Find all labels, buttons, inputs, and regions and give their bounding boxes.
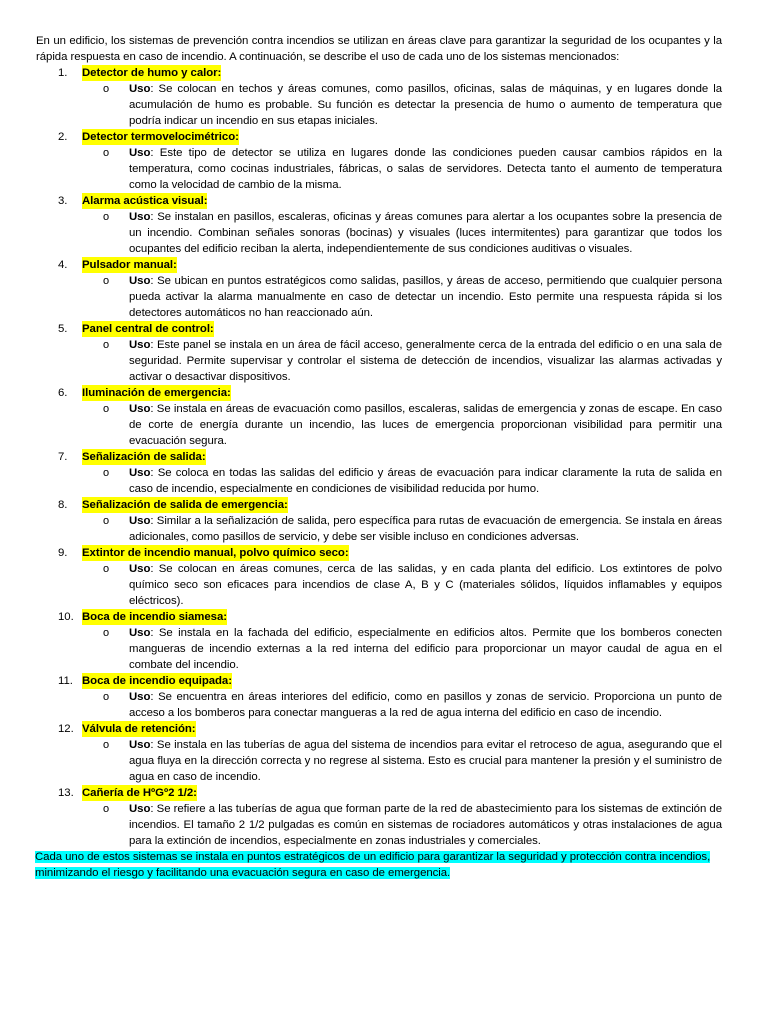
list-item	[36, 609, 722, 673]
list-item	[36, 321, 722, 385]
use-label: Uso	[129, 739, 151, 751]
bullet-icon: o	[103, 339, 110, 351]
item-title: Alarma acústica visual:	[82, 195, 208, 207]
use-label: Uso	[129, 403, 151, 415]
item-number: 5.	[58, 323, 68, 335]
item-title: Válvula de retención:	[82, 723, 196, 735]
list-item	[36, 545, 722, 609]
use-subitem	[103, 81, 722, 129]
item-heading	[36, 385, 722, 401]
fire-systems-list	[36, 65, 722, 849]
item-heading	[36, 673, 722, 689]
bullet-icon: o	[103, 803, 110, 815]
use-description	[129, 81, 722, 129]
list-item	[36, 65, 722, 129]
use-description	[129, 465, 722, 497]
use-label: Uso	[129, 627, 151, 639]
item-heading	[36, 321, 722, 337]
item-title: Señalización de salida:	[82, 451, 206, 463]
item-title: Iluminación de emergencia:	[82, 387, 231, 399]
item-heading	[36, 721, 722, 737]
item-title: Boca de incendio equipada:	[82, 675, 232, 687]
use-subitem	[103, 737, 722, 785]
use-description	[129, 801, 722, 849]
bullet-icon: o	[103, 563, 110, 575]
list-item	[36, 449, 722, 497]
item-heading	[36, 129, 722, 145]
item-number: 7.	[58, 451, 68, 463]
item-heading	[36, 257, 722, 273]
list-item	[36, 673, 722, 721]
bullet-icon: o	[103, 691, 110, 703]
use-label: Uso	[129, 563, 151, 575]
use-body: : Se ubican en puntos estratégicos como salidas, pasillos, y áreas de acceso, permitiendo que cualquier persona pueda activar la alarma manualmente en caso de detectar un incendio. Esto permite una respuesta rápida si los detectores automáticos no han reaccionado aún.	[129, 275, 722, 319]
use-description	[129, 625, 722, 673]
list-item	[36, 257, 722, 321]
use-label: Uso	[129, 339, 151, 351]
list-item	[36, 385, 722, 449]
use-body: : Similar a la señalización de salida, pero específica para rutas de evacuación de emergencia. Se instala en áreas adicionales, como pasillos de servicio, y debe ser visible incluso en condiciones adversas.	[129, 515, 722, 543]
item-number: 1.	[58, 67, 68, 79]
bullet-icon: o	[103, 627, 110, 639]
list-item	[36, 785, 722, 849]
use-subitem	[103, 801, 722, 849]
item-heading	[36, 545, 722, 561]
item-number: 10.	[58, 611, 74, 623]
item-number: 4.	[58, 259, 68, 271]
item-title: Señalización de salida de emergencia:	[82, 499, 288, 511]
use-subitem	[103, 513, 722, 545]
use-label: Uso	[129, 211, 151, 223]
item-number: 8.	[58, 499, 68, 511]
use-description	[129, 209, 722, 257]
item-title: Extintor de incendio manual, polvo químico seco:	[82, 547, 349, 559]
item-heading	[36, 785, 722, 801]
use-subitem	[103, 337, 722, 385]
bullet-icon: o	[103, 403, 110, 415]
use-subitem	[103, 145, 722, 193]
use-body: : Se instala en áreas de evacuación como pasillos, escaleras, salidas de emergencia y zonas de escape. En caso de corte de energía durante un incendio, las luces de emergencia proporcionan visibilidad para permitir una evacuación segura.	[129, 403, 722, 447]
use-subitem	[103, 273, 722, 321]
use-label: Uso	[129, 803, 151, 815]
item-heading	[36, 449, 722, 465]
use-description	[129, 689, 722, 721]
bullet-icon: o	[103, 275, 110, 287]
list-item	[36, 193, 722, 257]
use-body: : Se refiere a las tuberías de agua que forman parte de la red de abastecimiento para los sistemas de extinción de incendios. El tamaño 2 1/2 pulgadas es común en sistemas de rociadores automáticos y otras instalaciones de agua para la extinción de incendios, especialmente en zonas industriales y comerciales.	[129, 803, 722, 847]
use-description	[129, 145, 722, 193]
use-subitem	[103, 689, 722, 721]
list-item	[36, 721, 722, 785]
bullet-icon: o	[103, 83, 110, 95]
use-label: Uso	[129, 275, 151, 287]
item-number: 6.	[58, 387, 68, 399]
document-body	[36, 33, 722, 881]
item-heading	[36, 497, 722, 513]
conclusion-paragraph	[35, 849, 722, 881]
use-description	[129, 401, 722, 449]
use-body: : Se coloca en todas las salidas del edificio y áreas de evacuación para indicar claramente la ruta de salida en caso de incendio, especialmente en condiciones de visibilidad reducida por humo.	[129, 467, 722, 495]
item-number: 11.	[58, 675, 73, 687]
use-subitem	[103, 625, 722, 673]
bullet-icon: o	[103, 147, 110, 159]
use-description	[129, 273, 722, 321]
item-number: 9.	[58, 547, 68, 559]
item-number: 2.	[58, 131, 68, 143]
use-body: : Este panel se instala en un área de fácil acceso, generalmente cerca de la entrada del edificio o en una sala de seguridad. Permite supervisar y controlar el sistema de detección de incendios, visualizar las alarmas activadas y activar o desactivar dispositivos.	[129, 339, 722, 383]
use-description	[129, 337, 722, 385]
bullet-icon: o	[103, 739, 110, 751]
use-label: Uso	[129, 467, 151, 479]
item-number: 3.	[58, 195, 68, 207]
item-title: Detector de humo y calor:	[82, 67, 222, 79]
use-subitem	[103, 401, 722, 449]
item-title: Pulsador manual:	[82, 259, 177, 271]
use-subitem	[103, 209, 722, 257]
use-description	[129, 737, 722, 785]
bullet-icon: o	[103, 515, 110, 527]
item-heading	[36, 193, 722, 209]
item-title: Cañería de HºGº2 1/2:	[82, 787, 197, 799]
item-title: Detector termovelocimétrico:	[82, 131, 239, 143]
item-heading	[36, 65, 722, 81]
use-body: : Se colocan en techos y áreas comunes, como pasillos, oficinas, salas de máquinas, y en lugares donde la acumulación de humo es probable. Su función es detectar la presencia de humo o aumento de temperatura que podría indicar un incendio en sus etapas iniciales.	[129, 83, 722, 127]
use-label: Uso	[129, 147, 151, 159]
use-description	[129, 513, 722, 545]
bullet-icon: o	[103, 467, 110, 479]
item-number: 12.	[58, 723, 74, 735]
use-label: Uso	[129, 83, 151, 95]
use-label: Uso	[129, 515, 151, 527]
list-item	[36, 497, 722, 545]
use-description	[129, 561, 722, 609]
intro-paragraph: En un edificio, los sistemas de prevención contra incendios se utilizan en áreas clave para garantizar la seguridad de los ocupantes y la rápida respuesta en caso de incendio. A continuación, se describe el uso de cada uno de los sistemas mencionados:	[36, 35, 722, 63]
use-subitem	[103, 465, 722, 497]
item-number: 13.	[58, 787, 74, 799]
list-item	[36, 129, 722, 193]
conclusion-text: Cada uno de estos sistemas se instala en puntos estratégicos de un edificio para garantizar la seguridad y protección contra incendios, minimizando el riesgo y facilitando una evacuación segura en caso de emergencia.	[35, 851, 711, 879]
bullet-icon: o	[103, 211, 110, 223]
use-body: : Se encuentra en áreas interiores del edificio, como en pasillos y zonas de servicio. Proporciona un punto de acceso a los bomberos para conectar mangueras a la red de agua interna del edificio en caso de incendio.	[129, 691, 722, 719]
item-title: Boca de incendio siamesa:	[82, 611, 227, 623]
use-body: : Se instala en las tuberías de agua del sistema de incendios para evitar el retroceso de agua, asegurando que el agua fluya en la dirección correcta y no regrese al sistema. Esto es crucial para mantener la presión y el suministro de agua en caso de incendio.	[129, 739, 722, 783]
use-subitem	[103, 561, 722, 609]
use-body: : Se instalan en pasillos, escaleras, oficinas y áreas comunes para alertar a los ocupantes sobre la presencia de un incendio. Combinan señales sonoras (bocinas) y visuales (luces intermitentes) para garantizar que todos los ocupantes del edificio reciban la alerta, independientemente de sus condiciones auditivas o visuales.	[129, 211, 722, 255]
use-label: Uso	[129, 691, 151, 703]
use-body: : Se colocan en áreas comunes, cerca de las salidas, y en cada planta del edificio. Los extintores de polvo químico seco son eficaces para incendios de clase A, B y C (materiales sólidos, líquidos inflamables y equipos eléctricos).	[129, 563, 722, 607]
item-heading	[36, 609, 722, 625]
item-title: Panel central de control:	[82, 323, 214, 335]
use-body: : Este tipo de detector se utiliza en lugares donde las condiciones pueden causar cambios rápidos en la temperatura, como cocinas industriales, fábricas, o salas de servidores. Detecta tanto el aumento de temperatura como la velocidad de cambio de la misma.	[129, 147, 722, 191]
use-body: : Se instala en la fachada del edificio, especialmente en edificios altos. Permite que los bomberos conecten mangueras de incendio externas a la red interna del edificio para proporcionar un mayor caudal de agua en el combate del incendio.	[129, 627, 722, 671]
